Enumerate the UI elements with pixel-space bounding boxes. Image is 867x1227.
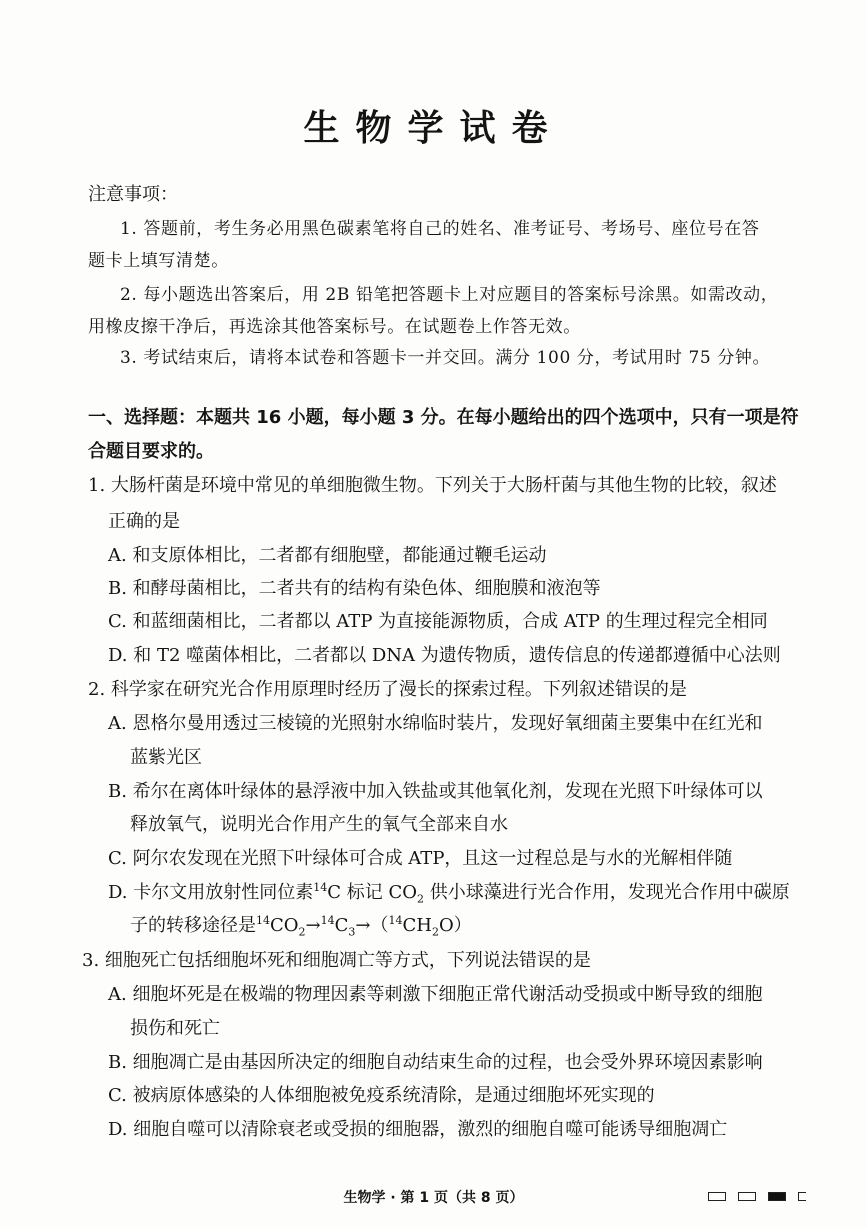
print-marks <box>708 1192 806 1201</box>
partial-rect-mark-icon <box>798 1192 806 1201</box>
notice-line: 题卡上填写清楚。 <box>88 251 229 271</box>
question-2-option-d: D. 卡尔文用放射性同位素$^{14}$C 标记 $CO_2$ 供小球藻进行光合作用，发现光合作用中碳原 <box>108 881 790 906</box>
notice-heading: 注意事项： <box>88 184 178 205</box>
question-3-option-a: A. 细胞坏死是在极端的物理因素等刺激下细胞正常代谢活动受损或中断导致的细胞 <box>108 984 763 1005</box>
page-title: 生物学试卷 <box>303 107 564 149</box>
question-2-stem: 2. 科学家在研究光合作用原理时经历了漫长的探索过程。下列叙述错误的是 <box>88 679 687 700</box>
section-heading: 一、选择题：本题共 16 小题，每小题 3 分。在每小题给出的四个选项中，只有一项是符 <box>88 407 799 428</box>
question-3-option-a-cont: 损伤和死亡 <box>130 1018 220 1039</box>
question-2-option-a-cont: 蓝紫光区 <box>130 747 202 768</box>
question-2-option-b: B. 希尔在离体叶绿体的悬浮液中加入铁盐或其他氧化剂，发现在光照下叶绿体可以 <box>108 781 763 802</box>
question-2-option-d-cont: 子的转移途径是$^{14}CO_2\to^{14}C_3\to(^{14}CH_2O)$ <box>130 914 472 939</box>
question-1-option-a: A. 和支原体相比，二者都有细胞壁，都能通过鞭毛运动 <box>108 545 547 566</box>
rect-mark-icon <box>708 1192 726 1201</box>
question-2-option-b-cont: 释放氧气，说明光合作用产生的氧气全部来自水 <box>130 814 508 835</box>
question-2-option-c: C. 阿尔农发现在光照下叶绿体可合成 ATP，且这一过程总是与水的光解相伴随 <box>108 848 733 869</box>
question-2-option-a: A. 恩格尔曼用透过三棱镜的光照射水绵临时装片，发现好氧细菌主要集中在红光和 <box>108 713 763 734</box>
section-heading-cont: 合题目要求的。 <box>88 441 214 462</box>
question-3-option-c: C. 被病原体感染的人体细胞被免疫系统清除，是通过细胞坏死实现的 <box>108 1085 655 1106</box>
question-1-option-c: C. 和蓝细菌相比，二者都以 ATP 为直接能源物质，合成 ATP 的生理过程完全相同 <box>108 611 768 632</box>
question-3-option-d: D. 细胞自噬可以清除衰老或受损的细胞器，激烈的细胞自噬可能诱导细胞凋亡 <box>108 1119 728 1140</box>
page-footer: 生物学 · 第 1 页（共 8 页） <box>343 1190 524 1206</box>
notice-line: 用橡皮擦干净后，再选涂其他答案标号。在试题卷上作答无效。 <box>88 317 581 337</box>
question-1-stem: 1. 大肠杆菌是环境中常见的单细胞微生物。下列关于大肠杆菌与其他生物的比较，叙述 <box>88 475 777 496</box>
filled-rect-mark-icon <box>768 1192 786 1201</box>
question-3-stem: 3. 细胞死亡包括细胞坏死和细胞凋亡等方式，下列说法错误的是 <box>82 950 591 971</box>
notice-line: 3. 考试结束后，请将本试卷和答题卡一并交回。满分 100 分，考试用时 75 分钟。 <box>120 348 771 368</box>
notice-line: 1. 答题前，考生务必用黑色碳素笔将自己的姓名、准考证号、考场号、座位号在答 <box>120 219 760 239</box>
notice-line: 2. 每小题选出答案后，用 2B 铅笔把答题卡上对应题目的答案标号涂黑。如需改动， <box>120 285 779 305</box>
question-3-option-b: B. 细胞凋亡是由基因所决定的细胞自动结束生命的过程，也会受外界环境因素影响 <box>108 1052 763 1073</box>
question-1-stem-cont: 正确的是 <box>108 511 180 532</box>
question-1-option-d: D. 和 T2 噬菌体相比，二者都以 DNA 为遗传物质，遗传信息的传递都遵循中心法则 <box>108 645 781 666</box>
question-1-option-b: B. 和酵母菌相比，二者共有的结构有染色体、细胞膜和液泡等 <box>108 578 601 599</box>
rect-mark-icon <box>738 1192 756 1201</box>
